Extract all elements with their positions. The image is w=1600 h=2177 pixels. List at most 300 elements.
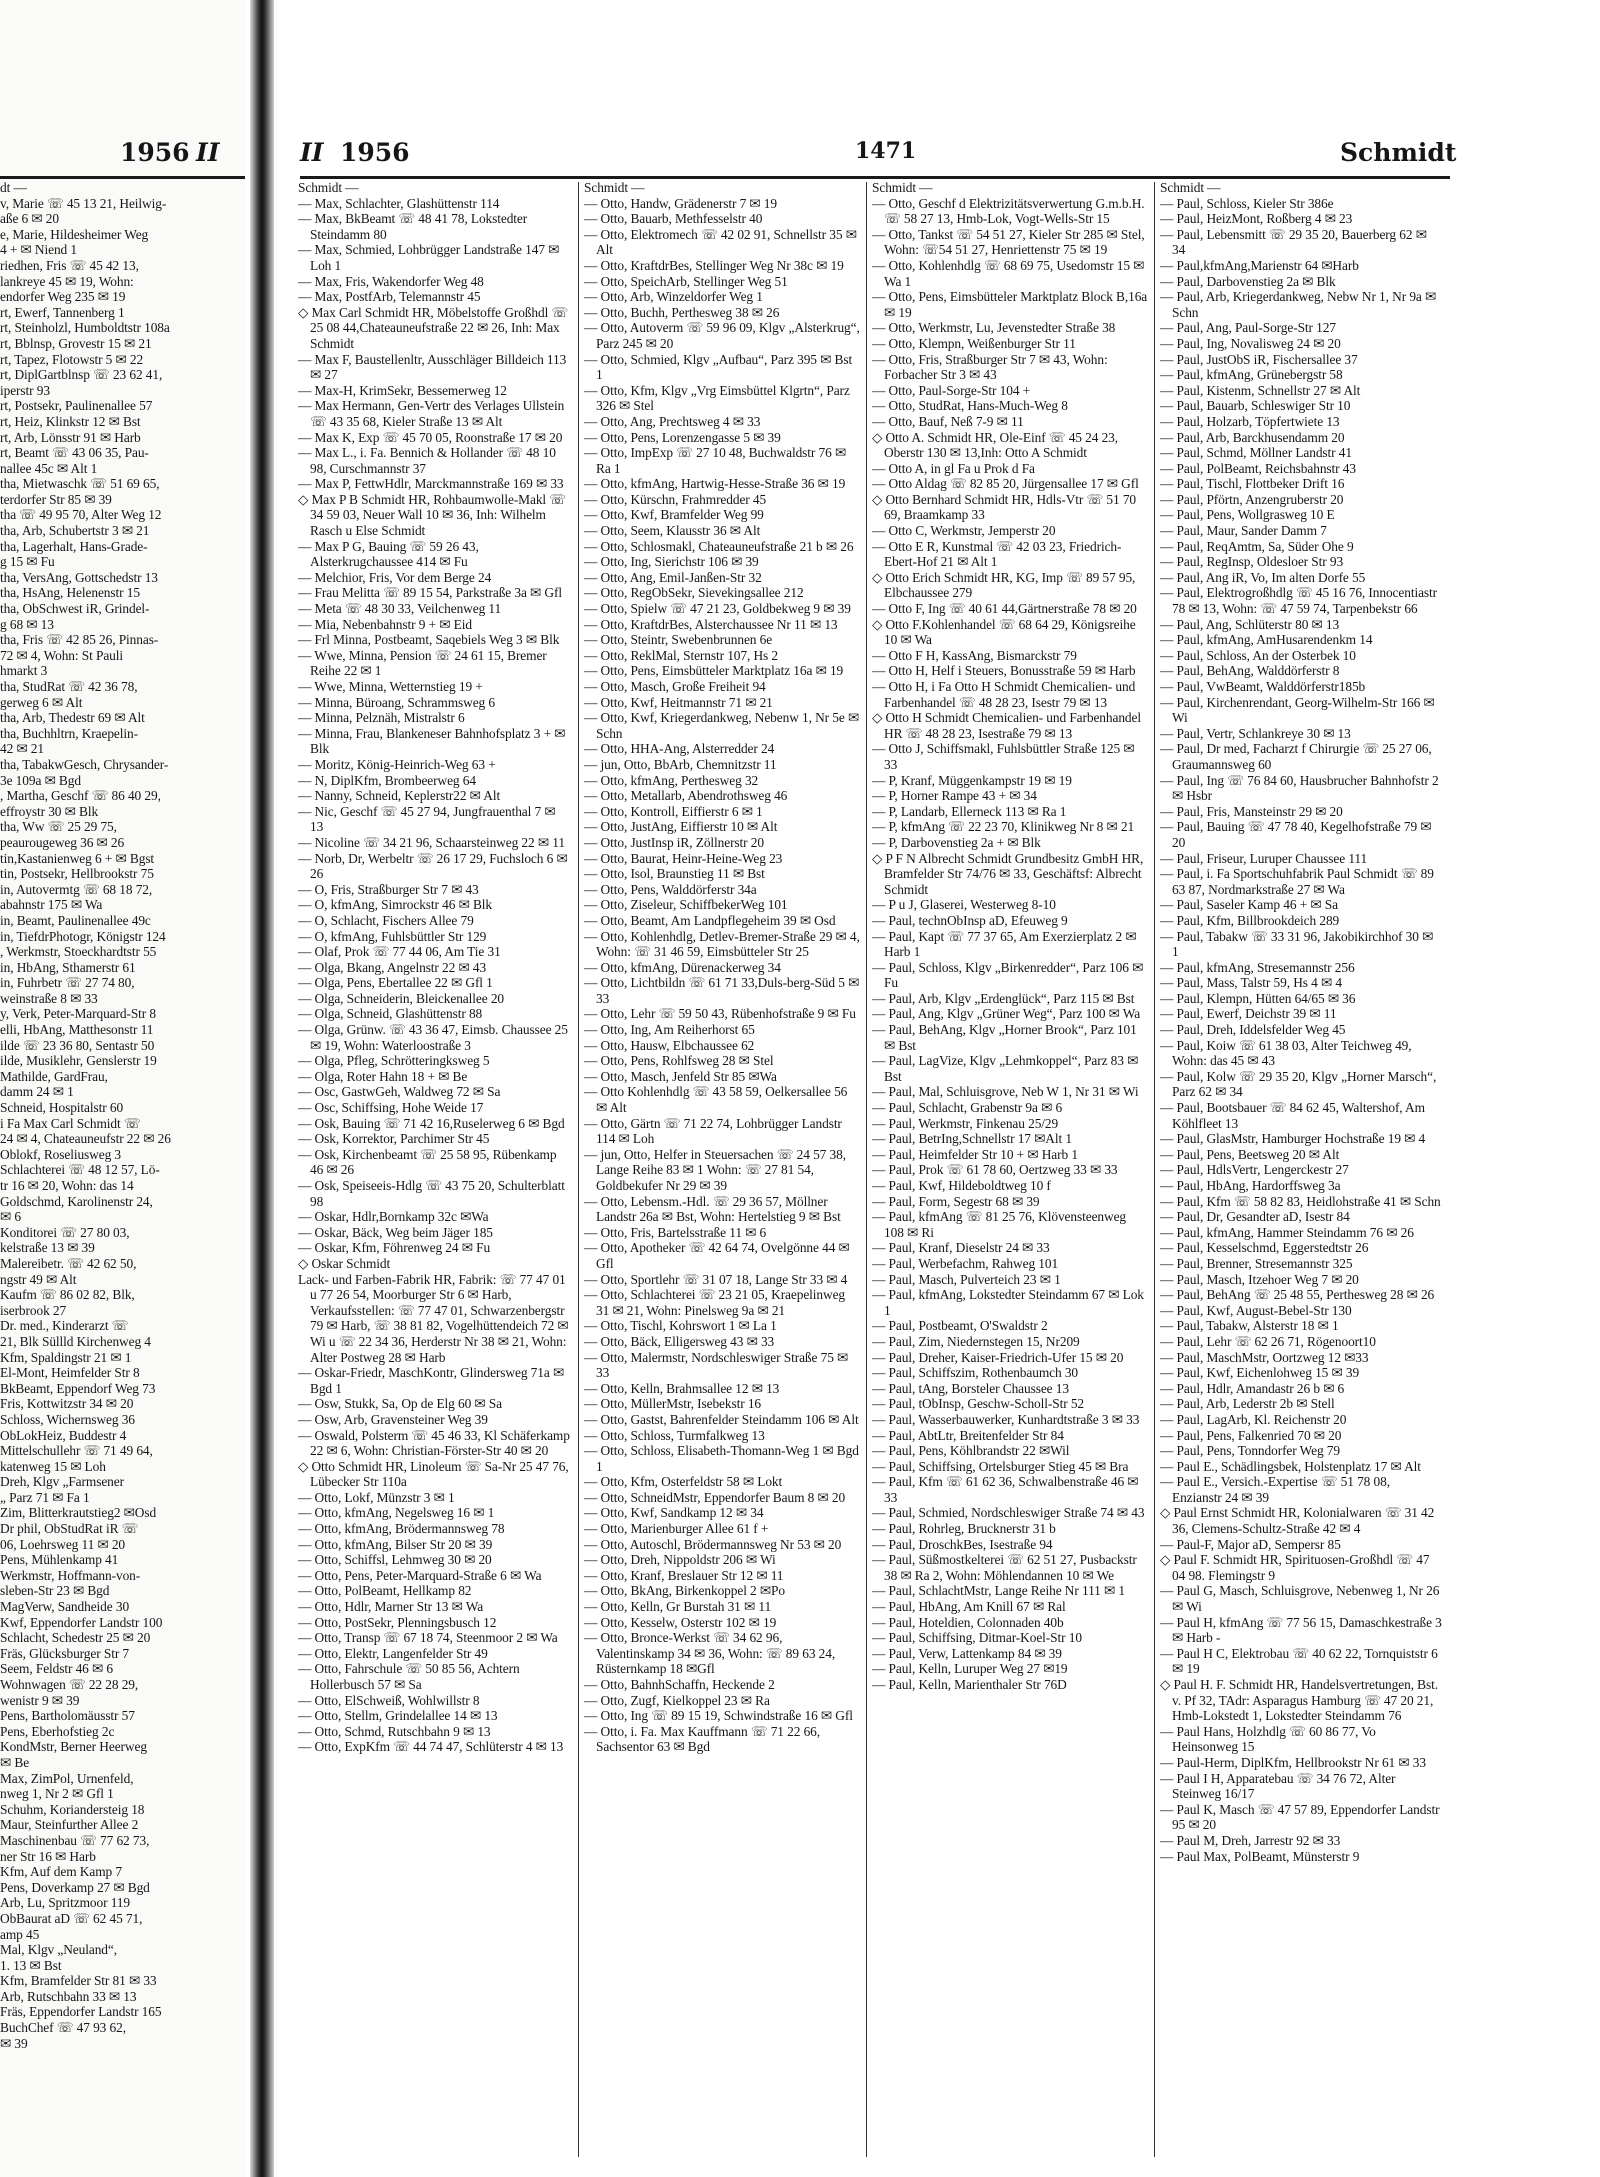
directory-entry: — Otto, Gärtn ☏ 71 22 74, Lohbrügger Landstr 114 ✉ Loh — [584, 1115, 842, 1147]
directory-entry: — Paul, Ang, Paul-Sorge-Str 127 — [1160, 320, 1336, 336]
directory-entry: — Paul, Kapt ☏ 77 37 65, Am Exerzierplatz 2 ✉ Harb 1 — [872, 928, 1137, 960]
directory-entry: — Otto, Schmd, Rutschbahn 9 ✉ 13 — [298, 1723, 491, 1739]
directory-entry: Kfm, Auf dem Kamp 7 — [0, 1864, 122, 1880]
directory-entry: — Max-H, KrimSekr, Bessemerweg 12 — [298, 382, 507, 398]
directory-entry: — Paul, Pens, Beetsweg 20 ✉ Alt — [1160, 1146, 1340, 1162]
directory-entry: — Otto, Ziseleur, SchiffbekerWeg 101 — [584, 897, 788, 913]
directory-entry: Zim, Blitterkrautstieg2 ✉Osd — [0, 1505, 157, 1521]
directory-entry: Schuhm, Koriandersteig 18 — [0, 1801, 145, 1817]
directory-entry: — P, Horner Rampe 43 + ✉ 34 — [872, 788, 1037, 804]
column-left-partial — [0, 180, 244, 2155]
directory-entry: — Otto, MüllerMstr, Isebekstr 16 — [584, 1396, 762, 1412]
directory-entry: — Paul, Fris, Mansteinstr 29 ✉ 20 — [1160, 803, 1343, 819]
directory-entry: — Paul, GlasMstr, Hamburger Hochstraße 19 ✉ 4 — [1160, 1131, 1426, 1147]
directory-entry: — Paul, Schiffsing, Ortelsburger Stieg 45 ✉ Bra — [872, 1458, 1129, 1474]
directory-entry: — Otto, Seem, Klausstr 36 ✉ Alt — [584, 523, 761, 539]
directory-entry: tha, VersAng, Gottschedstr 13 — [0, 569, 158, 585]
directory-entry: — Paul, Bauarb, Schleswiger Str 10 — [1160, 398, 1351, 414]
directory-entry: — Paul, Wasserbauwerker, Kunhardtstraße 3 ✉ 33 — [872, 1411, 1140, 1427]
directory-entry: y, Verk, Peter-Marquard-Str 8 — [0, 1006, 156, 1022]
directory-entry: — Otto F, Ing ☏ 40 61 44,Gärtnerstraße 78 ✉ 20 — [872, 601, 1137, 617]
directory-entry: in, Autovermtg ☏ 68 18 72, — [0, 881, 153, 897]
directory-entry: ◇ P F N Albrecht Schmidt Grundbesitz GmbH HR, Bramfelder Str 74/76 ✉ 33, Geschäftsf: Albrecht Schmidt — [872, 850, 1144, 897]
directory-entry: tha, Lagerhalt, Hans-Grade- — [0, 538, 148, 554]
directory-entry: — Paul, Friseur, Luruper Chaussee 111 — [1160, 850, 1368, 866]
directory-entry: — Paul, MaschMstr, Oortzweg 12 ✉33 — [1160, 1349, 1369, 1365]
directory-entry: ◇ Paul F. Schmidt HR, Spirituosen-Großhdl ☏ 47 04 98. Flemingstr 9 — [1160, 1552, 1430, 1583]
directory-entry: MagVerw, Sandheide 30 — [0, 1599, 130, 1615]
directory-entry: — Otto, i. Fa. Max Kauffmann ☏ 71 22 66, Sachsentor 63 ✉ Bgd — [584, 1723, 821, 1755]
directory-entry: tha, Mietwaschk ☏ 51 69 65, — [0, 476, 160, 492]
directory-entry: — Otto, ImpExp ☏ 27 10 48, Buchwaldstr 76 ✉ Ra 1 — [584, 445, 847, 476]
directory-entry: ◇ Otto Schmidt HR, Linoleum ☏ Sa-Nr 25 47 76, Lübecker Str 110a — [298, 1458, 569, 1490]
directory-entry: — Paul, Bauing ☏ 47 78 40, Kegelhofstraße 79 ✉ 20 — [1160, 819, 1432, 850]
directory-entry: — Paul, DroschkBes, Isestraße 94 — [872, 1536, 1053, 1552]
directory-entry: 1. 13 ✉ Bst — [0, 1957, 62, 1973]
directory-entry: — Paul, BetrIng,Schnellstr 17 ✉Alt 1 — [872, 1131, 1072, 1147]
directory-entry: — Paul, Saseler Kamp 46 + ✉ Sa — [1160, 897, 1338, 913]
directory-entry: — Otto, Schmied, Klgv „Aufbau“, Parz 395 ✉ Bst 1 — [584, 351, 853, 383]
directory-entry: riedhen, Fris ☏ 45 42 13, — [0, 257, 139, 273]
directory-entry: gerweg 6 ✉ Alt — [0, 694, 83, 710]
directory-entry: tha, Ww ☏ 25 29 75, — [0, 819, 117, 835]
directory-entry: — Paul-Herm, DiplKfm, Hellbrookstr Nr 61 ✉ 33 — [1160, 1754, 1426, 1770]
directory-entry: g 15 ✉ Fu — [0, 554, 55, 570]
directory-entry: tr 16 ✉ 20, Wohn: das 14 — [0, 1178, 134, 1193]
directory-entry: — Paul, Dreh, Iddelsfelder Weg 45 — [1160, 1022, 1346, 1038]
directory-entry: — Otto, KraftdrBes, Alsterchaussee Nr 11 ✉ 13 — [584, 616, 838, 632]
directory-entry: — Paul, Kolw ☏ 29 35 20, Klgv „Horner Marsch“, Parz 62 ✉ 34 — [1160, 1068, 1437, 1100]
directory-entry: — Paul, Klempn, Hütten 64/65 ✉ 36 — [1160, 990, 1356, 1006]
directory-entry: — Otto, Geschf d Elektrizitätsverwertung G.m.b.H. ☏ 58 27 13, Hmb-Lok, Vogt-Wells-Str 15 — [872, 195, 1145, 227]
directory-entry: — Paul, Darbovenstieg 2a ✉ Blk — [1160, 273, 1336, 289]
directory-entry: — Otto, JustInsp iR, Zöllnerstr 20 — [584, 834, 764, 850]
directory-entry: — Otto, Ang, Prechtsweg 4 ✉ 33 — [584, 413, 761, 429]
directory-entry: — Paul Hans, Holzhdlg ☏ 60 86 77, Vo Heinsonweg 15 — [1160, 1723, 1376, 1755]
directory-entry: — Wwe, Minna, Pension ☏ 24 61 15, Bremer Reihe 22 ✉ 1 — [298, 647, 547, 679]
directory-entry: — Max, Schlachter, Glashüttenstr 114 — [298, 195, 500, 211]
directory-entry: — Paul,kfmAng,Marienstr 64 ✉Harb — [1160, 257, 1359, 273]
directory-entry: — Paul, Schloss, Klgv „Birkenredder“, Parz 106 ✉ Fu — [872, 959, 1144, 991]
directory-entry: — Otto, Klempn, Weißenburger Str 11 — [872, 335, 1076, 351]
directory-entry: rt, Postsekr, Paulinenallee 57 — [0, 398, 153, 414]
directory-entry: — Otto, Paul-Sorge-Str 104 + — [872, 382, 1031, 398]
directory-entry: — Paul, Bootsbauer ☏ 84 62 45, Waltershof, Am Köhlfleet 13 — [1160, 1100, 1425, 1131]
directory-entry: — Otto, Ing, Sierichstr 106 ✉ 39 — [584, 554, 759, 570]
directory-entry: — Osk, Speiseeis-Hdlg ☏ 43 75 20, Schulterblatt 98 — [298, 1178, 565, 1209]
directory-entry: — Paul, Masch, Pulverteich 23 ✉ 1 — [872, 1271, 1061, 1287]
directory-entry: — Paul, VwBeamt, Walddörferstr185b — [1160, 679, 1366, 694]
directory-entry: — Paul, kfmAng, Hammer Steindamm 76 ✉ 26 — [1160, 1224, 1414, 1240]
directory-entry: tha, Fris ☏ 42 85 26, Pinnas- — [0, 632, 159, 648]
directory-entry: — N, DiplKfm, Brombeerweg 64 — [298, 772, 476, 788]
directory-entry: Dr. med., Kinderarzt ☏ — [0, 1318, 129, 1334]
directory-entry: — Paul, Pförtn, Anzengruberstr 20 — [1160, 491, 1344, 507]
directory-entry: Arb, Rutschbahn 33 ✉ 13 — [0, 1988, 137, 2004]
directory-entry: — P, Landarb, Ellerneck 113 ✉ Ra 1 — [872, 803, 1067, 819]
directory-entry: — Paul, Werkmstr, Finkenau 25/29 — [872, 1115, 1059, 1131]
directory-entry: — Otto, Fris, Straßburger Str 7 ✉ 43, Wohn: Forbacher Str 3 ✉ 43 — [872, 351, 1108, 383]
directory-entry: Schlacht, Schedestr 25 ✉ 20 — [0, 1630, 151, 1646]
directory-entry: Seem, Feldstr 46 ✉ 6 — [0, 1661, 113, 1677]
directory-entry: — Otto, Masch, Jenfeld Str 85 ✉Wa — [584, 1068, 777, 1084]
directory-entry: — Otto, Lehr ☏ 59 50 43, Rübenhofstraße 9 ✉ Fu — [584, 1006, 856, 1022]
directory-entry: Malereibetr. ☏ 42 62 50, — [0, 1255, 137, 1271]
directory-entry: weinstraße 8 ✉ 33 — [0, 990, 98, 1006]
directory-entry: — Otto, Kfm, Osterfeldstr 58 ✉ Lokt — [584, 1474, 783, 1490]
directory-entry: Schmidt — — [872, 180, 933, 195]
directory-entry: tha ☏ 49 95 70, Alter Weg 12 — [0, 507, 162, 523]
directory-entry: — Otto H, Helf i Steuers, Bonusstraße 59 ✉ Harb — [872, 663, 1136, 679]
directory-entry: 42 ✉ 21 — [0, 741, 44, 757]
directory-entry: — Otto, Schiffsl, Lehmweg 30 ✉ 20 — [298, 1552, 492, 1568]
directory-entry: — Frau Melitta ☏ 89 15 54, Parkstraße 3a ✉ Gfl — [298, 585, 562, 601]
directory-entry: ilde ☏ 23 36 80, Sentastr 50 — [0, 1037, 155, 1053]
directory-entry: — Paul, Kranf, Dieselstr 24 ✉ 33 — [872, 1240, 1050, 1256]
directory-entry: — Otto, Bauarb, Methfesselstr 40 — [584, 211, 763, 227]
directory-entry: — Osk, Kirchenbeamt ☏ 25 58 95, Rübenkamp 46 ✉ 26 — [298, 1146, 557, 1178]
directory-entry: — Paul, Ing, Novalisweg 24 ✉ 20 — [1160, 335, 1341, 351]
directory-entry: — Otto, Kwf, Sandkamp 12 ✉ 34 — [584, 1505, 764, 1521]
directory-entry: — Otto, Werkmstr, Lu, Jevenstedter Straße 38 — [872, 320, 1116, 336]
directory-entry: — Otto, Metallarb, Abendrothsweg 46 — [584, 788, 788, 804]
directory-entry: — Otto, Ing, Am Reiherhorst 65 — [584, 1022, 755, 1038]
directory-entry: Mathilde, GardFrau, — [0, 1068, 108, 1084]
directory-entry: — Paul, technObInsp aD, Efeuweg 9 — [872, 912, 1068, 928]
directory-entry: rt, Heiz, Klinkstr 12 ✉ Bst — [0, 413, 141, 429]
directory-entry: hmarkt 3 — [0, 663, 48, 679]
directory-entry: Wohnwagen ☏ 22 28 29, — [0, 1677, 139, 1692]
directory-entry: — Olga, Bkang, Angelnstr 22 ✉ 43 — [298, 959, 487, 975]
directory-entry: — Paul M, Dreh, Jarrestr 92 ✉ 33 — [1160, 1832, 1341, 1848]
directory-entry: — Paul, Elektrogroßhdlg ☏ 45 16 76, Innocentiastr 78 ✉ 13, Wohn: ☏ 47 59 74, Tarpenbekstr 66 — [1160, 585, 1438, 617]
directory-entry: — Paul, Dr, Gesandter aD, Isestr 84 — [1160, 1209, 1350, 1225]
directory-entry: terdorfer Str 85 ✉ 39 — [0, 491, 112, 507]
directory-entry: — Paul, Schloss, An der Osterbek 10 — [1160, 647, 1356, 663]
directory-entry: — Paul I H, Apparatebau ☏ 34 76 72, Alter Steinweg 16/17 — [1160, 1770, 1396, 1802]
directory-entry: — Max, Fris, Wakendorfer Weg 48 — [298, 273, 484, 289]
directory-entry: — Otto, KraftdrBes, Stellinger Weg Nr 38c ✉ 19 — [584, 257, 844, 273]
directory-entry: — Paul, Kesselschmd, Eggerstedtstr 26 — [1160, 1240, 1369, 1256]
directory-entry: sleben-Str 23 ✉ Bgd — [0, 1583, 110, 1599]
directory-entry: — Otto, ElSchweiß, Wohlwillstr 8 — [298, 1692, 480, 1708]
directory-entry: — Otto, Hdlr, Marner Str 13 ✉ Wa — [298, 1599, 484, 1615]
directory-entry: 21, Blk Süllld Kirchenweg 4 — [0, 1333, 151, 1349]
directory-entry: — Max Hermann, Gen-Vertr des Verlages Ullstein ☏ 43 35 68, Kieler Straße 13 ✉ Alt — [298, 398, 565, 429]
directory-entry: — Otto, Arb, Winzeldorfer Weg 1 — [584, 289, 763, 305]
directory-entry: endorfer Weg 235 ✉ 19 — [0, 289, 126, 305]
directory-entry: Schmidt — — [298, 180, 359, 195]
directory-entry: — Oswald, Polsterm ☏ 45 46 33, Kl Schäferkamp 22 ✉ 6, Wohn: Christian-Förster-Str 40 ✉ 20 — [298, 1427, 570, 1459]
directory-entry: — Otto, Stellm, Grindelallee 14 ✉ 13 — [298, 1708, 498, 1724]
directory-entry: — Paul, Dreher, Kaiser-Friedrich-Ufer 15 ✉ 20 — [872, 1349, 1124, 1365]
directory-entry: Arb, Lu, Spritzmoor 119 — [0, 1895, 130, 1911]
directory-entry: — Olga, Pens, Ebertallee 22 ✉ Gfl 1 — [298, 975, 493, 991]
directory-entry: — Paul, Form, Segestr 68 ✉ 39 — [872, 1193, 1040, 1209]
directory-entry: Fris, Kottwitzstr 34 ✉ 20 — [0, 1396, 134, 1412]
directory-entry: — Paul, Arb, Klgv „Erdenglück“, Parz 115 ✉ Bst — [872, 990, 1135, 1006]
directory-entry: — Paul, Hdlr, Amandastr 26 b ✉ 6 — [1160, 1380, 1345, 1396]
directory-entry: — Paul, Kelln, Marienthaler Str 76D — [872, 1677, 1067, 1692]
directory-entry: in, HbAng, Sthamerstr 61 — [0, 959, 136, 975]
directory-entry: — Paul, Zim, Niedernstegen 15, Nr209 — [872, 1333, 1080, 1349]
center-year: 1956 — [340, 138, 410, 167]
directory-entry: — Paul, Schmied, Nordschleswiger Straße 74 ✉ 43 — [872, 1505, 1145, 1521]
directory-entry: — Otto, BahnhSchaffn, Heckende 2 — [584, 1677, 775, 1692]
directory-entry: tin, Postsekr, Hellbrookstr 75 — [0, 866, 154, 882]
directory-entry: — Paul, kfmAng, Lokstedter Steindamm 67 ✉ Lok 1 — [872, 1287, 1144, 1318]
directory-entry: — Paul, Kistenm, Schnellstr 27 ✉ Alt — [1160, 382, 1361, 398]
directory-entry: peaurougeweg 36 ✉ 26 — [0, 834, 125, 850]
directory-entry: Schneid, Hospitalstr 60 — [0, 1100, 124, 1116]
directory-entry: — Otto, Kwf, Bramfelder Weg 99 — [584, 507, 764, 523]
directory-entry: — Paul, Lehr ☏ 62 26 71, Rögenoort10 — [1160, 1333, 1376, 1349]
directory-entry: — Osw, Arb, Gravensteiner Weg 39 — [298, 1411, 488, 1427]
directory-entry: — Paul G, Masch, Schluisgrove, Nebenweg 1, Nr 26 ✉ Wi — [1160, 1583, 1440, 1615]
column-rule — [866, 182, 867, 2157]
directory-entry: tha, TabakwGesch, Chrysander- — [0, 756, 169, 772]
directory-entry: — Paul, Werbefachm, Rahweg 101 — [872, 1255, 1059, 1271]
directory-entry: — Otto, Gastst, Bahrenfelder Steindamm 106 ✉ Alt — [584, 1411, 859, 1427]
directory-entry: BuchChef ☏ 47 93 62, — [0, 2020, 126, 2036]
directory-entry: — Otto E R, Kunstmal ☏ 42 03 23, Friedrich-Ebert-Hof 21 ✉ Alt 1 — [872, 538, 1122, 570]
directory-entry: — Paul, Kwf, Hildeboldtweg 10 f — [872, 1178, 1051, 1193]
directory-entry: — Otto, Kwf, Heitmannstr 71 ✉ 21 — [584, 694, 773, 710]
directory-entry: Fräs, Eppendorfer Landstr 165 — [0, 2004, 162, 2020]
directory-entry: — O, Fris, Straßburger Str 7 ✉ 43 — [298, 881, 479, 897]
directory-entry: — Osk, Bauing ☏ 71 42 16,Ruselerweg 6 ✉ Bgd — [298, 1115, 565, 1131]
directory-entry: abahnstr 175 ✉ Wa — [0, 897, 103, 913]
directory-entry: — Paul Max, PolBeamt, Münsterstr 9 — [1160, 1848, 1360, 1864]
directory-entry: — Paul, kfmAng, Stresemannstr 256 — [1160, 959, 1355, 975]
directory-entry: — Minna, Frau, Blankeneser Bahnhofsplatz 3 + ✉ Blk — [298, 725, 566, 757]
directory-entry: — Paul, Brenner, Stresemannstr 325 — [1160, 1255, 1353, 1271]
directory-entry: g 68 ✉ 13 — [0, 616, 54, 632]
directory-entry: — Otto, BkAng, Birkenkoppel 2 ✉Po — [584, 1583, 785, 1599]
directory-entry: — P, Darbovenstieg 2a + ✉ Blk — [872, 834, 1041, 850]
directory-entry: damm 24 ✉ 1 — [0, 1084, 74, 1100]
directory-entry: Kfm, Bramfelder Str 81 ✉ 33 — [0, 1973, 157, 1989]
directory-entry: — Otto, Bronce-Werkst ☏ 34 62 96, Valentinskamp 34 ✉ 36, Wohn: ☏ 89 63 24, Rüsternkamp 18 ✉Gfl — [584, 1630, 836, 1677]
directory-entry: ◇ Otto A. Schmidt HR, Ole-Einf ☏ 45 24 23, Oberstr 130 ✉ 13,Inh: Otto A Schmidt — [872, 429, 1119, 461]
directory-entry: iserbrook 27 — [0, 1302, 67, 1318]
directory-entry: ner Str 16 ✉ Harb — [0, 1848, 96, 1864]
directory-entry: — Otto, Sportlehr ☏ 31 07 18, Lange Str 33 ✉ 4 — [584, 1271, 848, 1287]
directory-entry: i Fa Max Carl Schmidt ☏ — [0, 1115, 141, 1131]
directory-entry: — Meta ☏ 48 30 33, Veilchenweg 11 — [298, 601, 502, 617]
directory-entry: — Otto, Hausw, Elbchaussee 62 — [584, 1037, 755, 1053]
directory-entry: Kfm, Spaldingstr 21 ✉ 1 — [0, 1349, 132, 1365]
directory-entry: ◇ Otto Bernhard Schmidt HR, Hdls-Vtr ☏ 51 70 69, Braamkamp 33 — [872, 491, 1137, 523]
directory-entry: — Otto, ExpKfm ☏ 44 74 47, Schlüterstr 4 ✉ 13 — [298, 1739, 564, 1755]
directory-entry: — Max, BkBeamt ☏ 48 41 78, Lokstedter Steindamm 80 — [298, 211, 528, 242]
directory-entry: — Otto, Transp ☏ 67 18 74, Steenmoor 2 ✉ Wa — [298, 1630, 558, 1646]
center-roman: II — [300, 138, 324, 167]
directory-entry: — Frl Minna, Postbeamt, Saqebiels Weg 3 ✉ Blk — [298, 632, 560, 648]
directory-entry: — Otto, SpeichArb, Stellinger Weg 51 — [584, 273, 788, 289]
directory-entry: — Otto, Masch, Große Freiheit 94 — [584, 679, 766, 694]
directory-entry: — Paul, Ang iR, Vo, Im alten Dorfe 55 — [1160, 569, 1366, 585]
directory-entry: Schmidt — — [584, 180, 645, 195]
directory-entry: — Paul E., Schädlingsbek, Holstenplatz 17 ✉ Alt — [1160, 1458, 1421, 1474]
directory-entry: ObLokHeiz, Buddestr 4 — [0, 1427, 127, 1443]
directory-entry: — Otto, Kohlenhdlg ☏ 68 69 75, Usedomstr 15 ✉ Wa 1 — [872, 257, 1145, 289]
directory-entry: — Otto, JustAng, Eiffierstr 10 ✉ Alt — [584, 819, 778, 835]
directory-entry: ObBaurat aD ☏ 62 45 71, — [0, 1910, 143, 1926]
directory-entry: Maschinenbau ☏ 77 62 73, — [0, 1832, 150, 1848]
directory-entry: rt, DiplGartblnsp ☏ 23 62 41, — [0, 367, 163, 383]
directory-entry: ◇ Otto Erich Schmidt HR, KG, Imp ☏ 89 57 95, Elbchaussee 279 — [872, 569, 1136, 601]
directory-entry: ◇ Oskar Schmidt — [298, 1255, 391, 1271]
directory-entry: — P, kfmAng ☏ 22 23 70, Klinikweg Nr 8 ✉ 21 — [872, 819, 1135, 835]
directory-entry: — Otto, Bauf, Neß 7-9 ✉ 11 — [872, 413, 1024, 429]
directory-entry: — Oskar, Hdlr,Bornkamp 32c ✉Wa — [298, 1209, 489, 1225]
directory-entry: — Otto C, Werkmstr, Jemperstr 20 — [872, 523, 1056, 539]
directory-entry: — Max L., i. Fa. Bennich & Hollander ☏ 48 10 98, Curschmannstr 37 — [298, 445, 556, 476]
directory-entry: — Otto, Fahrschule ☏ 50 85 56, Achtern Hollerbusch 57 ✉ Sa — [298, 1661, 520, 1692]
header-rule-left — [0, 176, 245, 179]
directory-entry: — Otto, Kelln, Gr Burstah 31 ✉ 11 — [584, 1599, 772, 1615]
directory-entry: — Otto, PolBeamt, Hellkamp 82 — [298, 1583, 472, 1599]
directory-entry: nweg 1, Nr 2 ✉ Gfl 1 — [0, 1786, 114, 1802]
directory-entry: — jun, Otto, Helfer in Steuersachen ☏ 24 57 38, Lange Reihe 83 ✉ 1 Wohn: ☏ 27 81 54, Goldbekufer Nr 29 ✉ 39 — [584, 1146, 846, 1193]
directory-entry: — Otto, Spielw ☏ 47 21 23, Goldbekweg 9 ✉ 39 — [584, 601, 851, 617]
directory-entry: rt, Arb, Lönsstr 91 ✉ Harb — [0, 429, 141, 445]
directory-entry: — Minna, Pelznäh, Mistralstr 6 — [298, 710, 465, 726]
directory-entry: — Paul, Kelln, Luruper Weg 27 ✉19 — [872, 1661, 1068, 1677]
column-1 — [298, 180, 571, 2155]
directory-entry: — O, kfmAng, Simrockstr 46 ✉ Blk — [298, 897, 492, 913]
directory-entry: — Otto, Autoverm ☏ 59 96 09, Klgv „Alsterkrug“, Parz 245 ✉ 20 — [584, 320, 860, 351]
directory-entry: rt, Tapez, Flotowstr 5 ✉ 22 — [0, 351, 144, 367]
directory-entry: in, Beamt, Paulinenallee 49c — [0, 912, 151, 928]
directory-entry: — Paul, Schloss, Kieler Str 386e — [1160, 195, 1334, 211]
directory-entry: — Otto, Autoschl, Brödermannsweg Nr 53 ✉ 20 — [584, 1536, 842, 1552]
directory-entry: — Paul, Tabakw, Alsterstr 18 ✉ 1 — [1160, 1318, 1339, 1334]
directory-entry: — Otto, Schlosmakl, Chateauneufstraße 21 b ✉ 26 — [584, 538, 854, 554]
directory-entry: — P, Kranf, Müggenkampstr 19 ✉ 19 — [872, 772, 1072, 788]
directory-entry: — Paul H, kfmAng ☏ 77 56 15, Damaschkestraße 3 ✉ Harb - — [1160, 1614, 1442, 1646]
directory-entry: — O, Schlacht, Fischers Allee 79 — [298, 912, 474, 928]
directory-entry: — Melchior, Fris, Vor dem Berge 24 — [298, 569, 492, 585]
directory-entry: — Otto, Kürschn, Frahmredder 45 — [584, 491, 767, 507]
directory-entry: effroystr 30 ✉ Blk — [0, 803, 99, 819]
directory-entry: Maur, Steinfurther Allee 2 — [0, 1817, 139, 1833]
directory-entry: — Paul, Pens, Tonndorfer Weg 79 — [1160, 1443, 1340, 1459]
directory-entry: — Paul H C, Elektrobau ☏ 40 62 22, Tornquiststr 6 ✉ 19 — [1160, 1645, 1438, 1677]
directory-entry: — Norb, Dr, Werbeltr ☏ 26 17 29, Fuchsloch 6 ✉ 26 — [298, 850, 568, 882]
directory-entry: Mittelschullehr ☏ 71 49 64, — [0, 1443, 153, 1459]
directory-entry: tin,Kastanienweg 6 + ✉ Bgst — [0, 850, 155, 866]
directory-entry: — Paul, Rohrleg, Brucknerstr 31 b — [872, 1521, 1056, 1537]
directory-entry: — Otto, Baurat, Heinr-Heine-Weg 23 — [584, 850, 783, 866]
directory-entry: — Otto, Fris, Bartelsstraße 11 ✉ 6 — [584, 1224, 767, 1240]
directory-entry: — Paul, tObInsp, Geschw-Scholl-Str 52 — [872, 1396, 1085, 1412]
directory-entry: — Paul, Vertr, Schlankreye 30 ✉ 13 — [1160, 725, 1351, 741]
directory-entry: Dr phil, ObStudRat iR ☏ — [0, 1521, 139, 1537]
directory-entry: — Otto, kfmAng, Perthesweg 32 — [584, 772, 759, 788]
directory-entry: — Otto, ReklMal, Sternstr 107, Hs 2 — [584, 647, 779, 663]
directory-entry: — Paul, Arb, Barckhusendamm 20 — [1160, 429, 1345, 445]
directory-entry: — Paul, Pens, Falkenried 70 ✉ 20 — [1160, 1427, 1342, 1443]
directory-entry: — Otto A, in gl Fa u Prok d Fa — [872, 460, 1035, 476]
directory-entry: Pens, Eberhofstieg 2c — [0, 1723, 115, 1739]
directory-entry: — Nanny, Schneid, Keplerstr22 ✉ Alt — [298, 788, 501, 804]
page-number: 1471 — [855, 138, 917, 164]
directory-entry: katenweg 15 ✉ Loh — [0, 1458, 106, 1474]
directory-entry: rt, Beamt ☏ 43 06 35, Pau- — [0, 445, 149, 461]
directory-entry: — Otto, Pens, Rohlfsweg 28 ✉ Stel — [584, 1053, 774, 1069]
directory-entry: — Olga, Schneid, Glashüttenstr 88 — [298, 1006, 483, 1022]
directory-entry: — Otto, Ang, Emil-Janßen-Str 32 — [584, 569, 762, 585]
directory-entry: elli, HbAng, Matthesonstr 11 — [0, 1022, 154, 1038]
directory-entry: tha, Arb, Schubertstr 3 ✉ 21 — [0, 523, 150, 539]
directory-entry: — Otto, Elektromech ☏ 42 02 91, Schnellstr 35 ✉ Alt — [584, 226, 857, 258]
left-page-roman: II — [196, 138, 220, 167]
directory-entry: — O, kfmAng, Fuhlsbüttler Str 129 — [298, 928, 487, 944]
directory-entry: — Paul, kfmAng, Grünebergstr 58 — [1160, 367, 1343, 383]
directory-entry: — Paul, RegInsp, Oldesloer Str 93 — [1160, 554, 1344, 570]
directory-entry: — Paul, kfmAng, AmHusarendenkm 14 — [1160, 632, 1373, 648]
directory-entry: — Paul, Prok ☏ 61 78 60, Oertzweg 33 ✉ 33 — [872, 1162, 1118, 1178]
directory-entry: — Max F, Baustellenltr, Ausschläger Billdeich 113 ✉ 27 — [298, 351, 567, 383]
directory-entry: — Nicoline ☏ 34 21 96, Schaarsteinweg 22 ✉ 11 — [298, 834, 565, 850]
directory-entry: ◇ Max Carl Schmidt HR, Möbelstoffe Großhdl ☏ 25 08 44,Chateauneufstraße 22 ✉ 26, Inh: Max Schmidt — [298, 304, 569, 351]
directory-entry: 72 ✉ 4, Wohn: St Pauli — [0, 647, 124, 663]
directory-entry: — Paul, HeizMont, Roßberg 4 ✉ 23 — [1160, 211, 1353, 227]
directory-entry: 4 + ✉ Niend 1 — [0, 242, 77, 258]
directory-entry: — Oskar, Kfm, Föhrenweg 24 ✉ Fu — [298, 1240, 491, 1256]
directory-entry: — P u J, Glaserei, Westerweg 8-10 — [872, 897, 1056, 913]
directory-entry: — Otto, Steintr, Swebenbrunnen 6e — [584, 632, 773, 648]
directory-entry: — Paul, HbAng, Hardorffsweg 3a — [1160, 1178, 1341, 1193]
directory-entry: tha, HsAng, Helenenstr 15 — [0, 585, 140, 601]
directory-entry: Kaufm ☏ 86 02 82, Blk, — [0, 1287, 135, 1303]
directory-entry: kelstraße 13 ✉ 39 — [0, 1240, 95, 1256]
directory-entry: — Olaf, Prok ☏ 77 44 06, Am Tie 31 — [298, 944, 501, 960]
directory-entry: — Otto, Pens, Lorenzengasse 5 ✉ 39 — [584, 429, 781, 445]
directory-entry: — Osk, Korrektor, Parchimer Str 45 — [298, 1131, 490, 1147]
directory-entry: — Max, PostfArb, Telemannstr 45 — [298, 289, 481, 305]
directory-entry: — Paul, PolBeamt, Reichsbahnstr 43 — [1160, 460, 1356, 476]
directory-entry: — Oskar, Bäck, Weg beim Jäger 185 — [298, 1224, 493, 1240]
directory-entry: — Osc, Schiffsing, Hohe Weide 17 — [298, 1100, 484, 1116]
directory-entry: El-Mont, Heimfelder Str 8 — [0, 1365, 140, 1381]
directory-entry: — Paul, Dr med, Facharzt f Chirurgie ☏ 25 27 06, Graumannsweg 60 — [1160, 741, 1432, 772]
directory-entry: BkBeamt, Eppendorf Weg 73 — [0, 1380, 156, 1396]
directory-entry: — Otto, Zugf, Kielkoppel 23 ✉ Ra — [584, 1692, 770, 1708]
directory-entry: — Paul, BehAng ☏ 25 48 55, Perthesweg 28 ✉ 26 — [1160, 1287, 1435, 1303]
directory-entry: amp 45 — [0, 1926, 40, 1942]
directory-entry: — Paul, tAng, Borsteler Chaussee 13 — [872, 1380, 1069, 1396]
directory-entry: — Olga, Grünw. ☏ 43 36 47, Eimsb. Chaussee 25 ✉ 19, Wohn: Waterloostraße 3 — [298, 1022, 568, 1053]
directory-entry: tha, StudRat ☏ 42 36 78, — [0, 679, 138, 694]
directory-entry: — Otto, Pens, Eimsbütteler Marktplatz 16a ✉ 19 — [584, 663, 844, 679]
directory-entry: — Paul, Pens, Wollgrasweg 10 E — [1160, 507, 1335, 523]
directory-entry: v, Marie ☏ 45 13 21, Heilwig- — [0, 195, 167, 211]
directory-entry: — Paul, Schiffsing, Ditmar-Koel-Str 10 — [872, 1630, 1082, 1646]
directory-entry: — Paul, BehAng, Klgv „Horner Brook“, Parz 101 ✉ Bst — [872, 1022, 1137, 1053]
directory-entry: — Otto, Handw, Grädenerstr 7 ✉ 19 — [584, 195, 777, 211]
directory-entry: — Otto, Lebensm.-Hdl. ☏ 29 36 57, Möllner Landstr 26a ✉ Bst, Wohn: Hertelstieg 9 ✉ Bst — [584, 1193, 841, 1225]
directory-entry: — Oskar-Friedr, MaschKontr, Glindersweg 71a ✉ Bgd 1 — [298, 1365, 565, 1396]
column-rule — [1154, 182, 1155, 2157]
directory-entry: aße 6 ✉ 20 — [0, 211, 59, 227]
directory-entry: Kwf, Eppendorfer Landstr 100 — [0, 1614, 163, 1630]
directory-entry: lankreye 45 ✉ 19, Wohn: — [0, 273, 134, 289]
directory-entry: — Otto, kfmAng, Bilser Str 20 ✉ 39 — [298, 1536, 493, 1552]
directory-entry: — Paul, Maur, Sander Damm 7 — [1160, 523, 1327, 539]
